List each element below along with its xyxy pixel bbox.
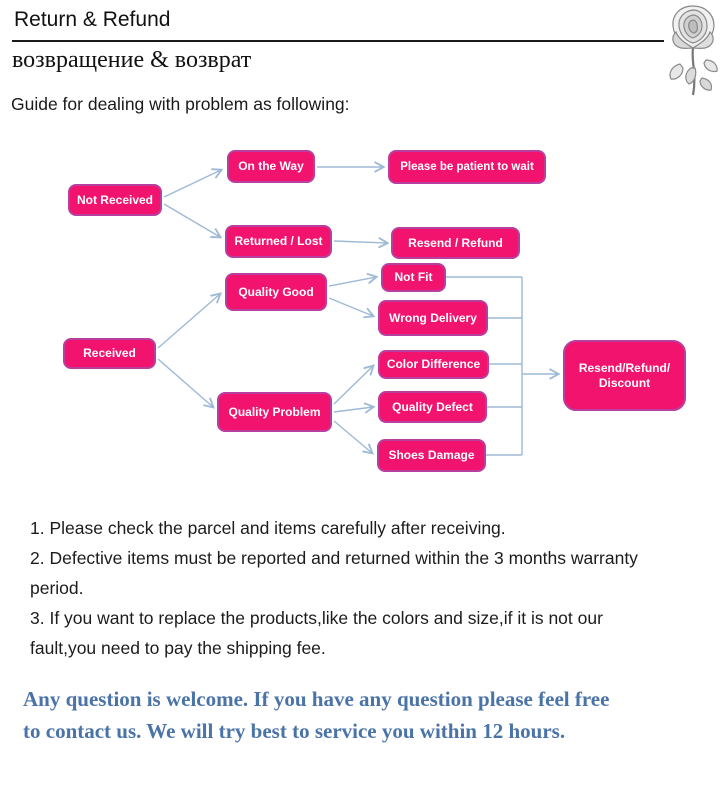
note-line: 3. If you want to replace the products,like the colors and size,if it is not our: [30, 608, 603, 628]
page-title: Return & Refund: [14, 8, 171, 31]
node-received: Received: [63, 338, 156, 369]
node-final-line1: Resend/Refund/: [578, 360, 671, 375]
node-on-the-way: On the Way: [227, 150, 315, 183]
node-quality-defect: Quality Defect: [378, 391, 487, 423]
node-please-be-patient: Please be patient to wait: [388, 150, 546, 184]
node-wrong-delivery: Wrong Delivery: [378, 300, 488, 336]
page-subtitle-russian: возвращение & возврат: [12, 47, 252, 73]
node-not-received: Not Received: [68, 184, 162, 216]
node-returned-lost: Returned / Lost: [225, 225, 332, 258]
node-quality-good: Quality Good: [225, 273, 327, 311]
note-line: fault,you need to pay the shipping fee.: [30, 638, 326, 658]
node-resend-refund-discount: [563, 340, 686, 411]
guide-intro: Guide for dealing with problem as following:: [11, 94, 350, 114]
note-line: 2. Defective items must be reported and returned within the 3 months warranty: [30, 548, 638, 568]
node-color-difference: Color Difference: [378, 350, 489, 379]
node-shoes-damage: Shoes Damage: [377, 439, 486, 472]
note-line: period.: [30, 578, 84, 598]
footer-line: Any question is welcome. If you have any question please feel free: [23, 687, 610, 711]
node-final-line2: Discount: [598, 375, 651, 390]
node-resend-refund: Resend / Refund: [391, 227, 520, 259]
node-quality-problem: Quality Problem: [217, 392, 332, 432]
node-not-fit: Not Fit: [381, 263, 446, 292]
note-line: 1. Please check the parcel and items carefully after receiving.: [30, 518, 506, 538]
footer-line: to contact us. We will try best to service you within 12 hours.: [23, 719, 566, 743]
